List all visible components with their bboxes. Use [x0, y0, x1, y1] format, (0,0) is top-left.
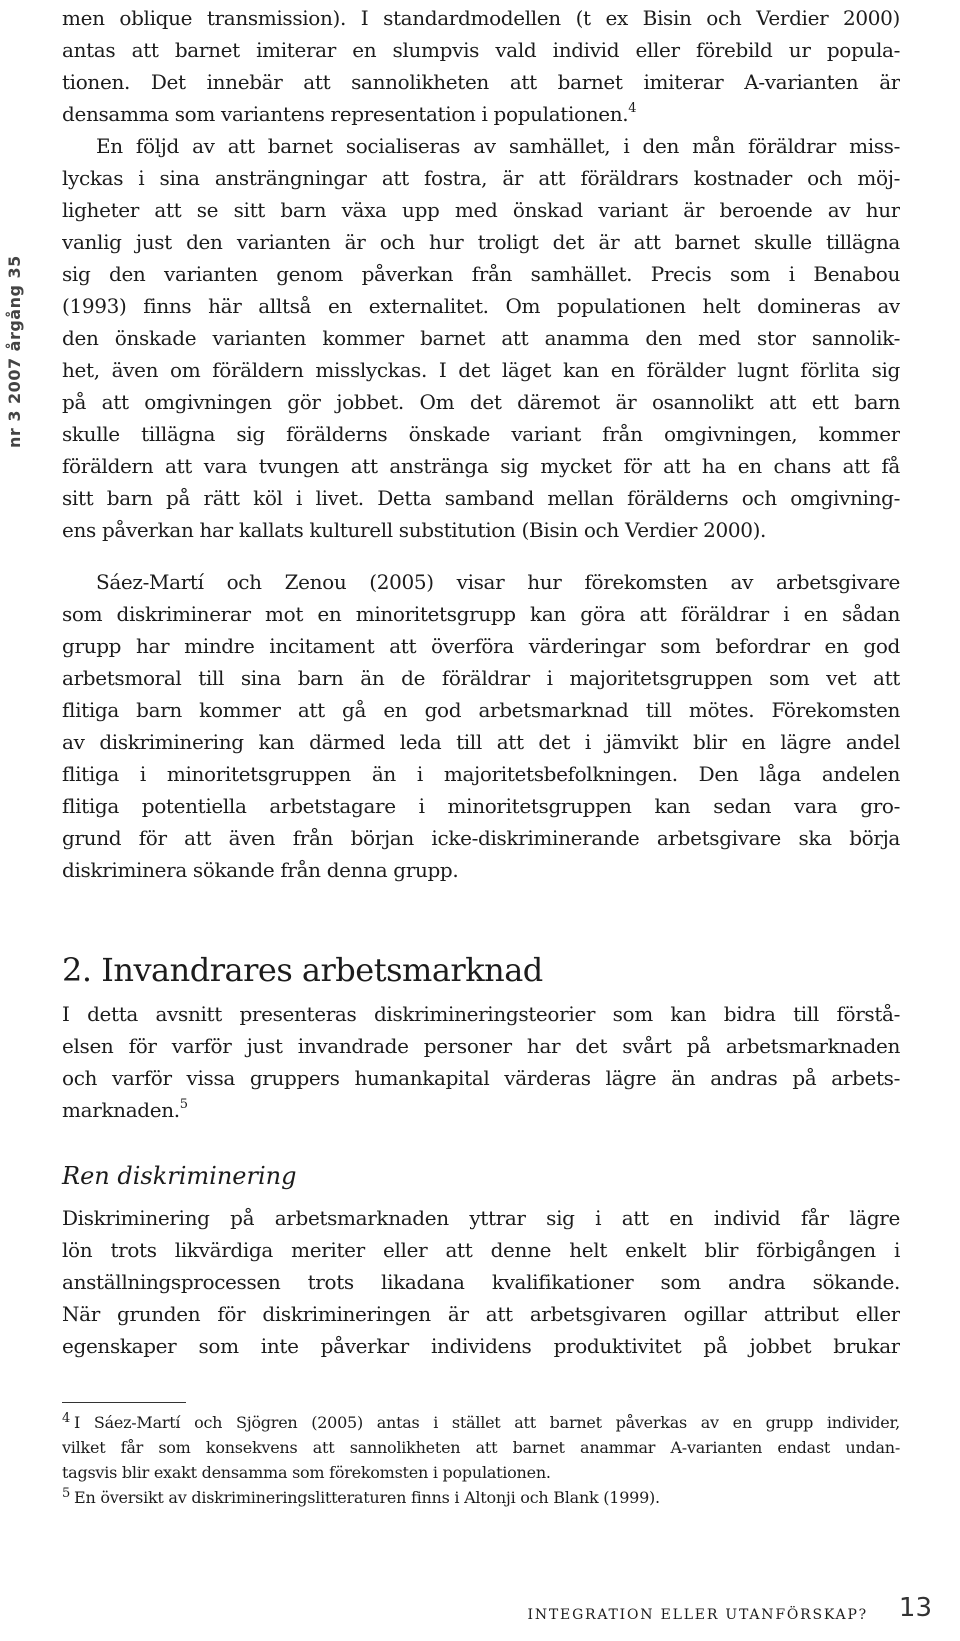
footnote-number: 4 [62, 1411, 71, 1426]
text-line: av diskriminering kan därmed leda till att det i jämvikt blir en lägre andel [62, 730, 900, 754]
footnote-5-line: $^5$ En översikt av diskrimineringslitteraturen finns i Altonji och Blank (1999). [62, 1486, 660, 1507]
text-line: grupp har mindre incitament att överföra värderingar som befordrar en god [62, 634, 900, 658]
text-line: ens påverkan har kallats kulturell substitution (Bisin och Verdier 2000). [62, 518, 767, 542]
text-line: men oblique transmission). I standardmodellen (t ex Bisin och Verdier 2000) [62, 6, 900, 30]
text-line: ligheter att se sitt barn växa upp med önskad variant är beroende av hur [62, 198, 900, 222]
footnote-4-line: tagsvis blir exakt densamma som förekomsten i populationen. [62, 1463, 551, 1482]
text-line: sig den varianten genom påverkan från samhället. Precis som i Benabou [62, 262, 900, 286]
footnote-ref-4[interactable]: 4 [628, 101, 637, 116]
text-line-with-footnote: marknaden.$^5$ [62, 1097, 188, 1122]
text-line: sitt barn på rätt köl i livet. Detta samband mellan förälderns och omgivning- [62, 486, 900, 510]
text-line: grund för att även från början icke-diskriminerande arbetsgivare ska börja [62, 826, 900, 850]
text-line-with-footnote: densamma som variantens representation i populationen.$^4$ [62, 101, 637, 126]
paragraph-section-intro [62, 998, 900, 1126]
text-line: vanlig just den varianten är och hur troligt det är att barnet skulle tillägna [62, 230, 900, 254]
paragraph-pure-discrimination [62, 1202, 900, 1362]
running-head: INTEGRATION ELLER UTANFÖRSKAP? [527, 1607, 868, 1623]
footnote-number: 5 [62, 1486, 71, 1501]
section-heading: 2. Invandrares arbetsmarknad [62, 951, 543, 989]
text-line: den önskade varianten kommer barnet att anamma den med stor sannolik- [62, 326, 900, 350]
text-line: het, även om föräldern misslyckas. I det läget kan en förälder lugnt förlita sig [62, 358, 900, 382]
footnotes [62, 1410, 900, 1510]
text-line: tionen. Det innebär att sannolikheten att barnet imiterar A-varianten är [62, 70, 900, 94]
text-line: skulle tillägna sig förälderns önskade variant från omgivningen, kommer [62, 422, 900, 446]
subsection-heading: Ren diskriminering [62, 1162, 297, 1190]
text-line: flitiga i minoritetsgruppen än i majoritetsbefolkningen. Den låga andelen [62, 762, 900, 786]
text-line: som diskriminerar mot en minoritetsgrupp kan göra att föräldrar i en sådan [62, 602, 900, 626]
text-line: föräldern att vara tvungen att anstränga sig mycket för att ha en chans att få [62, 454, 900, 478]
text-line: och varför vissa gruppers humankapital värderas lägre än andras på arbets- [62, 1066, 900, 1090]
text-line: En följd av att barnet socialiseras av samhället, i den mån föräldrar miss- [96, 134, 900, 158]
footnote-divider [62, 1402, 186, 1403]
text-line: antas att barnet imiterar en slumpvis vald individ eller förebild ur popula- [62, 38, 900, 62]
text-line: Sáez-Martí och Zenou (2005) visar hur förekomsten av arbetsgivare [96, 570, 900, 594]
text-line: arbetsmoral till sina barn än de föräldrar i majoritetsgruppen som vet att [62, 666, 900, 690]
paragraph-continued [62, 2, 900, 130]
text-line: diskriminera sökande från denna grupp. [62, 858, 459, 882]
text-line: (1993) finns här alltså en externalitet. Om populationen helt domineras av [62, 294, 900, 318]
text-line: på att omgivningen gör jobbet. Om det däremot är osannolikt att ett barn [62, 390, 900, 414]
footnote-4-line: vilket får som konsekvens att sannolikheten att barnet anammar A-varianten endast undan- [62, 1438, 900, 1457]
paragraph-saez-marti [62, 566, 900, 886]
footnote-ref-5[interactable]: 5 [179, 1097, 188, 1112]
text-line: flitiga potentiella arbetstagare i minoritetsgruppen kan sedan vara gro- [62, 794, 900, 818]
issue-label: nr 3 2007 årgång 35 [5, 255, 24, 449]
paragraph-cultural-substitution [62, 130, 900, 546]
text-line: egenskaper som inte påverkar individens produktivitet på jobbet brukar [62, 1334, 900, 1358]
text-line: När grunden för diskrimineringen är att arbetsgivaren ogillar attribut eller [62, 1302, 900, 1326]
text-line: lyckas i sina ansträngningar att fostra, är att föräldrars kostnader och möj- [62, 166, 900, 190]
text-line: flitiga barn kommer att gå en god arbetsmarknad till mötes. Förekomsten [62, 698, 900, 722]
text-line: I detta avsnitt presenteras diskrimineringsteorier som kan bidra till förstå- [62, 1002, 900, 1026]
footnote-4-line: $^4$ I Sáez-Martí och Sjögren (2005) antas i stället att barnet påverkas av en grupp individer, [62, 1411, 900, 1432]
text-line: Diskriminering på arbetsmarknaden yttrar sig i att en individ får lägre [62, 1206, 900, 1230]
page-number: 13 [898, 1593, 932, 1623]
text-line: elsen för varför just invandrade personer har det svårt på arbetsmarknaden [62, 1034, 900, 1058]
text-line: lön trots likvärdiga meriter eller att denne helt enkelt blir förbigången i [62, 1238, 900, 1262]
text-line: anställningsprocessen trots likadana kvalifikationer som andra sökande. [62, 1270, 900, 1294]
